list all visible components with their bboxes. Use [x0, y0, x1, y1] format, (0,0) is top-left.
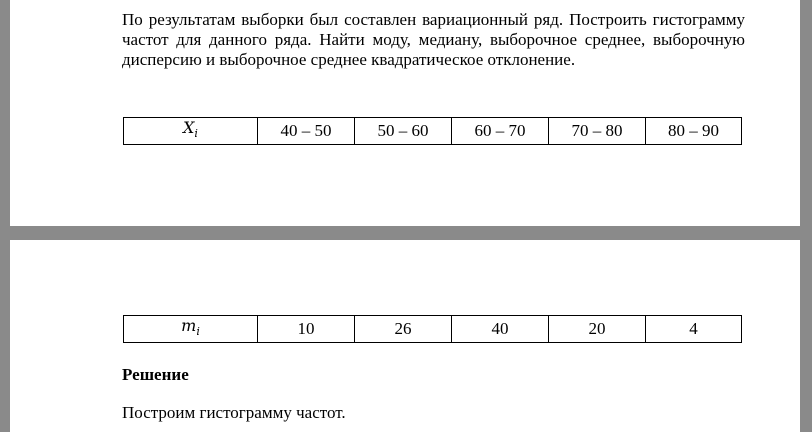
- frequency-header-symbol: m: [181, 316, 197, 335]
- document-page-1: [10, 0, 800, 226]
- frequency-cell: 4: [646, 316, 742, 343]
- frequency-header-cell: [124, 316, 258, 343]
- interval-cell: 80 – 90: [646, 118, 742, 145]
- frequency-header-subscript: i: [196, 325, 200, 339]
- interval-cell: 40 – 50: [258, 118, 355, 145]
- table-row: [124, 118, 742, 145]
- solution-heading: Решение: [122, 365, 189, 384]
- frequency-cell: 40: [452, 316, 549, 343]
- interval-cell: 60 – 70: [452, 118, 549, 145]
- interval-table: [123, 117, 742, 145]
- frequency-cell: 10: [258, 316, 355, 343]
- frequency-cell: 26: [355, 316, 452, 343]
- frequency-table: [123, 315, 742, 343]
- frequency-cell: 20: [549, 316, 646, 343]
- interval-cell: 70 – 80: [549, 118, 646, 145]
- document-page-2: [10, 240, 800, 432]
- interval-header-cell: [124, 118, 258, 145]
- problem-statement: По результатам выборки был составлен вариационный ряд. Построить гистограмму частот для данного ряда. Найти моду, медиану, выборочное среднее, выборочную дисперсию и выборочное среднее квадратическое отклонение.: [122, 10, 745, 69]
- interval-cell: 50 – 60: [355, 118, 452, 145]
- interval-header-symbol: X: [183, 118, 195, 137]
- interval-header-subscript: i: [194, 127, 198, 141]
- table-row: [124, 316, 742, 343]
- solution-text: Построим гистограмму частот.: [122, 403, 346, 422]
